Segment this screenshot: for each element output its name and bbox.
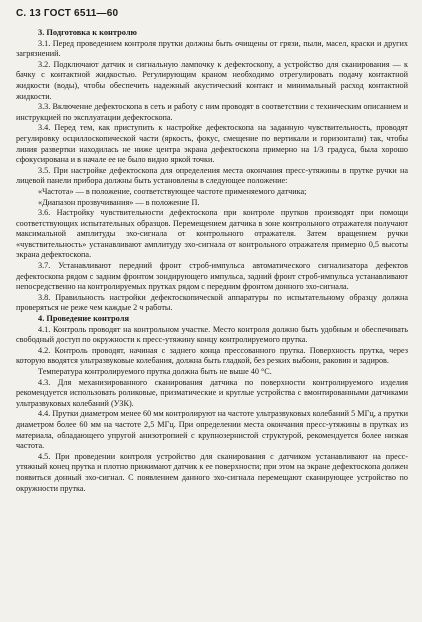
paragraph: 4.5. При проведении контроля устройство для сканирования с датчиком устанавливают на пресс-утяжный конец прутка и плотно прижимают датчик к ее поверхности; при этом на экране дефектоскопа должен появиться донный эхо-сигнал. С появлением данного эхо-сигнала перемещают сканирующее устройство по окружности прутка. xyxy=(16,451,408,493)
paragraph: 4.4. Прутки диаметром менее 60 мм контролируют на частоте ультразвуковых колебаний 5 МГц, а прутки диаметром более 60 мм на частоте 2,5 МГц. При определении места окончания пресс-утяжины в прутках из материала, обладающего упругой анизотропией с крупнозернистой структурой, рекомендуется более низкая частота. xyxy=(16,409,408,451)
paragraph: «Частота» — в положение, соответствующее частоте применяемого датчика; xyxy=(38,186,307,196)
paragraph: 3.8. Правильность настройки дефектоскопической аппаратуры по испытательному образцу должна проверяться не реже чем каждые 2 ч работы. xyxy=(16,292,408,313)
section-heading: 4. Проведение контроля xyxy=(38,314,129,324)
paragraph: 4.3. Для механизированного сканирования датчика по поверхности контролируемого изделия рекомендуется использовать роликовые, призматические и круглые устройства с вмонтированными датчиками ультразвуковых колебаний (УЗК). xyxy=(16,377,408,408)
section-heading: 3. Подготовка к контролю xyxy=(38,28,137,37)
paragraph: 3.5. При настройке дефектоскопа для определения места окончания пресс-утяжины в прутке ручки на лицевой панели прибора должны быть установлены в следующее положение: xyxy=(16,165,408,186)
paragraph: 4.1. Контроль проводят на контрольном участке. Место контроля должно быть удобным и обеспечивать свободный доступ по окружности к пресс-утяжину концу контролируемого прутка. xyxy=(16,324,408,345)
paragraph: Температура контролируемого прутка должна быть не выше 40 °С. xyxy=(38,367,272,376)
paragraph: 4.2. Контроль проводят, начиная с заднего конца прессованного прутка. Поверхность прутка, через которую вводятся ультразвуковые колебания, должна быть гладкой, без резких выбоин, раковин и задиров. xyxy=(16,345,408,366)
paragraph: 3.2. Подключают датчик и сигнальную лампочку к дефектоскопу, а устройство для сканирования — к бачку с контактной жидкостью. Регулирующим краном необходимо отрегулировать подачу контактной жидкости (воды), чтобы обеспечить надежный акустический контакт и минимальный расход контактной жидкости. xyxy=(16,59,408,101)
paragraph: «Диапазон прозвучивания» — в положение П. xyxy=(38,197,200,207)
paragraph: 3.4. Перед тем, как приступить к настройке дефектоскопа на заданную чувствительность, проводят регулировку осциллоскопической части (яркость, фокус, смещение по вертикали и горизонтали) так, чтобы линия развертки находилась не ниже центра экрана дефектоскопа примерно на 1/3 градуса, была хорошо сфокусирована и в начале ее не было видно яркой точки. xyxy=(16,123,408,165)
paragraph: 3.1. Перед проведением контроля прутки должны быть очищены от грязи, пыли, масел, краски и других загрязнений. xyxy=(16,38,408,59)
section-preparation xyxy=(16,28,408,314)
page-header: С. 13 ГОСТ 6511—60 xyxy=(16,8,119,19)
section-inspection xyxy=(16,314,408,494)
paragraph: 3.6. Настройку чувствительности дефектоскопа при контроле прутков производят при помощи соответствующих испытательных образцов. Перемещением датчика в зоне контрольного отражателя получают максимальной амплитуды эхо-сигнала от контрольного отражателя. Затем вращением ручки «чувствительность» устанавливают амплитуду эхо-сигнала от контрольного отражателя примерно 0,5 высоты экрана дефектоскопа. xyxy=(16,208,408,260)
paragraph: 3.3. Включение дефектоскопа в сеть и работу с ним проводят в соответствии с техническим описанием и инструкцией по эксплуатации дефектоскопа. xyxy=(16,102,408,122)
paragraph: 3.7. Устанавливают передний фронт строб-импульса автоматического сигнализатора дефектов дефектоскопа рядом с задним фронтом зондирующего импульса, задний фронт строб-импульса устанавливают непосредственно на контролируемых прутках рядом с передним фронтом донного эхо-сигнала. xyxy=(16,261,408,292)
